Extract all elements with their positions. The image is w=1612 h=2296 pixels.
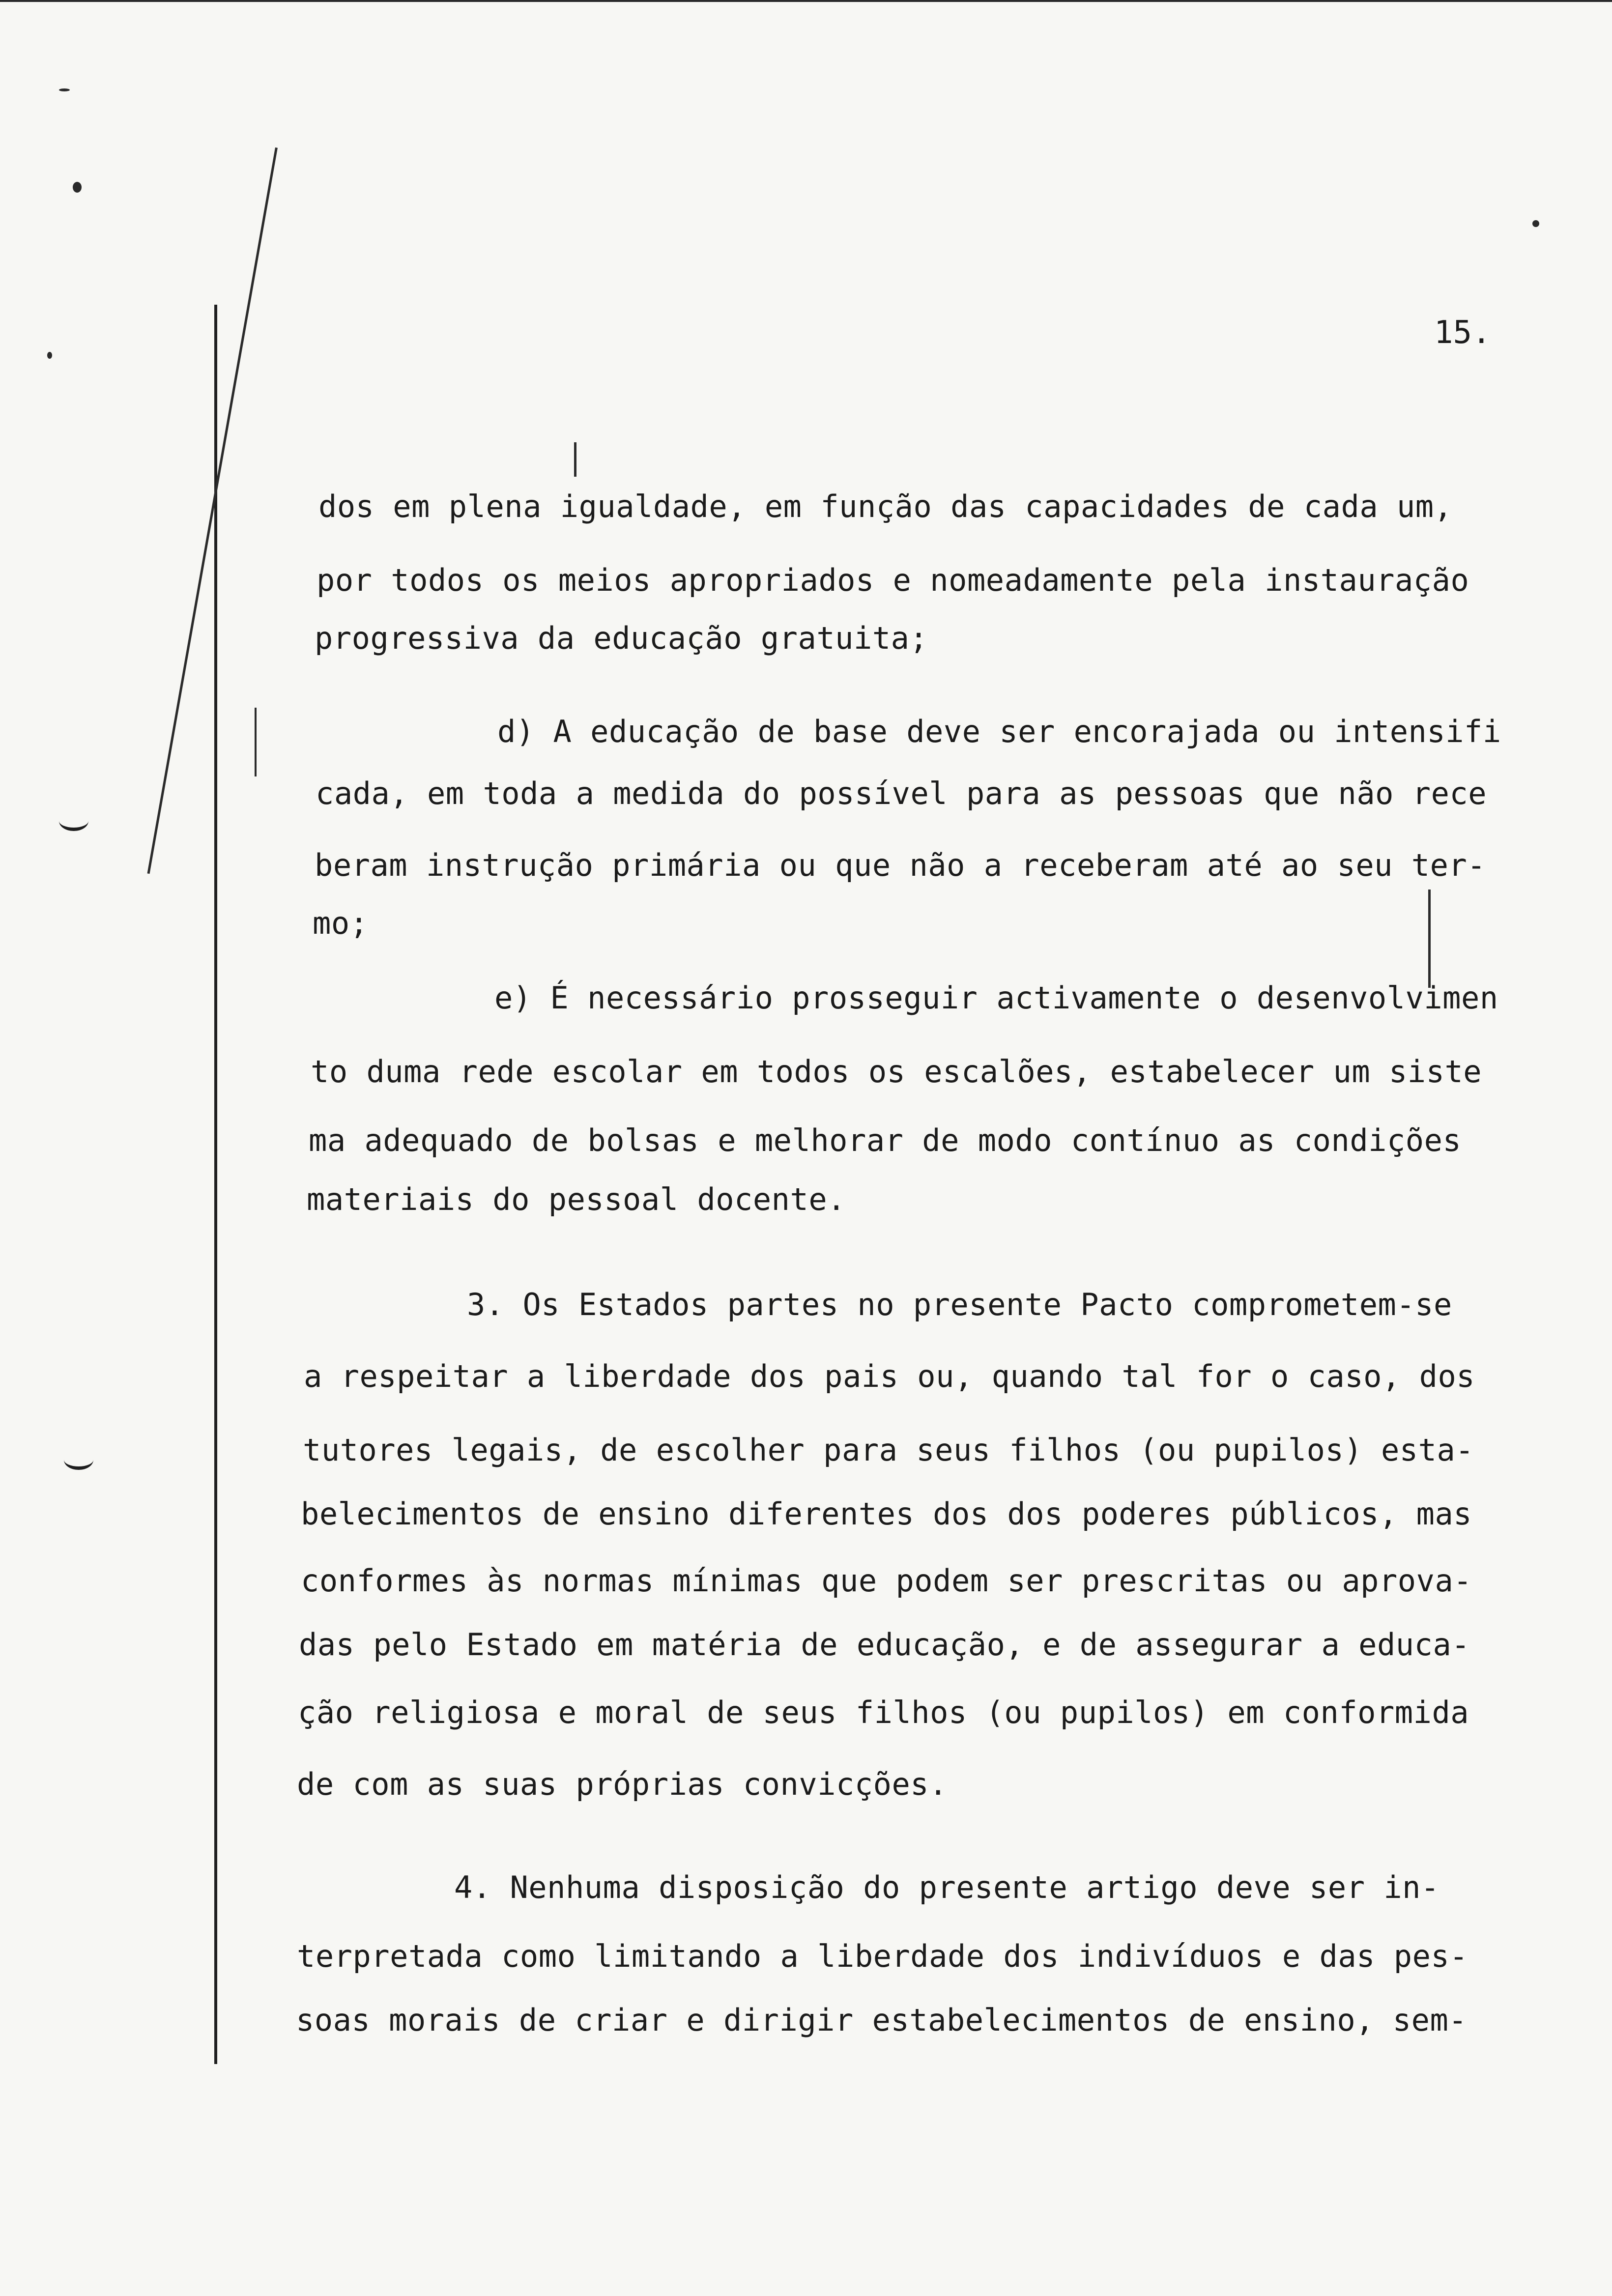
text-line: d) A educação de base deve ser encorajada ou intensifi [497,714,1501,749]
text-line: de com as suas próprias convicções. [297,1766,948,1802]
margin-diagonal-line [147,147,278,874]
text-line: dos em plena igualdade, em função das capacidades de cada um, [318,488,1453,524]
text-line: tutores legais, de escolher para seus filhos (ou pupilos) esta- [303,1432,1474,1468]
text-line: por todos os meios apropriados e nomeadamente pela instauração [317,562,1469,598]
text-line: soas morais de criar e dirigir estabelecimentos de ensino, sem- [296,2002,1468,2038]
text-line: e) É necessário prosseguir activamente o desenvolvimen [494,980,1498,1016]
vertical-mark [1428,890,1431,988]
text-line: progressiva da educação gratuita; [315,620,928,656]
punch-hole-mark-bottom [64,1450,93,1470]
scan-speck [47,352,52,359]
text-line: beram instrução primária ou que não a receberam até ao seu ter- [315,847,1486,883]
text-line: ma adequado de bolsas e melhorar de modo contínuo as condições [309,1122,1462,1158]
margin-vertical-line [214,305,217,2064]
text-line: 4. Nenhuma disposição do presente artigo deve ser in- [454,1869,1439,1905]
text-line: 3. Os Estados partes no presente Pacto comprometem-se [467,1287,1452,1322]
text-line: conformes às normas mínimas que podem ser prescritas ou aprova- [301,1563,1472,1599]
text-line: terpretada como limitando a liberdade dos indivíduos e das pes- [297,1938,1468,1974]
text-line: mo; [313,905,369,941]
text-line: to duma rede escolar em todos os escalões, estabelecer um siste [311,1054,1482,1090]
text-line: materiais do pessoal docente. [307,1181,846,1217]
scan-speck [73,182,82,193]
scan-speck [59,88,70,91]
top-border-line [0,0,1612,2]
text-line: das pelo Estado em matéria de educação, e de assegurar a educa- [299,1627,1470,1663]
vertical-mark [574,442,576,477]
punch-hole-mark-top [59,811,88,831]
text-line: cada, em toda a medida do possível para as pessoas que não rece [316,775,1487,811]
page-number: 15. [1434,315,1491,351]
margin-short-line [255,708,257,776]
text-line: ção religiosa e moral de seus filhos (ou pupilos) em conformida [298,1694,1469,1730]
text-line: a respeitar a liberdade dos pais ou, quando tal for o caso, dos [304,1358,1475,1394]
scan-speck [1532,220,1539,227]
text-line: belecimentos de ensino diferentes dos dos poderes públicos, mas [301,1496,1472,1532]
